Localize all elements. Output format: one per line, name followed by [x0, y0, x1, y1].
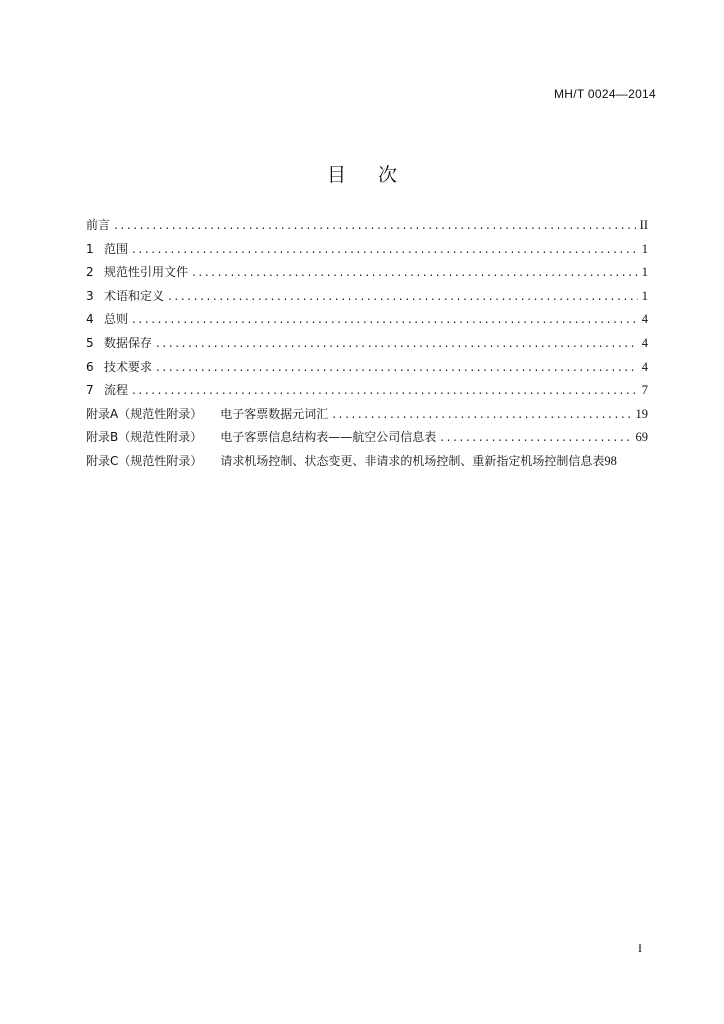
toc-leader-dots: [132, 242, 638, 256]
toc-leader-dots: [156, 360, 638, 374]
toc-number: 2: [86, 265, 94, 280]
toc-entry-process[interactable]: [86, 381, 648, 405]
toc-label: 附录A（规范性附录）: [86, 406, 203, 421]
toc-label: 术语和定义: [104, 288, 165, 303]
toc-page: 1: [641, 241, 648, 256]
toc-entry-normative-references[interactable]: [86, 263, 648, 287]
toc-leader-dots: [440, 430, 631, 444]
toc-leader-dots: [332, 407, 631, 421]
toc-page: II: [639, 218, 648, 232]
toc-page: 98: [604, 453, 617, 468]
toc-label: 范围: [104, 241, 129, 256]
toc-entry-scope[interactable]: [86, 240, 648, 264]
toc-page: 19: [635, 406, 648, 421]
page-title: 目次: [326, 164, 429, 186]
toc-number: 6: [86, 359, 94, 374]
toc-entry-appendix-c[interactable]: [86, 452, 648, 476]
toc-label: 数据保存: [104, 335, 153, 350]
toc-leader-dots: [132, 312, 638, 326]
toc-page: 7: [641, 383, 648, 398]
table-of-contents: [86, 216, 648, 476]
toc-page: 4: [641, 335, 648, 350]
toc-label: 流程: [104, 383, 129, 398]
toc-leader-dots: [192, 265, 638, 279]
toc-leader-dots: [114, 218, 636, 232]
toc-entry-general[interactable]: [86, 310, 648, 334]
toc-label: 附录C（规范性附录）: [86, 453, 203, 468]
toc-label: 附录B（规范性附录）: [86, 430, 203, 445]
toc-label: 总则: [104, 312, 129, 327]
toc-label: 技术要求: [104, 359, 153, 374]
toc-number: 4: [86, 312, 94, 327]
toc-entry-appendix-a[interactable]: [86, 405, 648, 429]
toc-page: 69: [635, 430, 648, 445]
toc-entry-appendix-b[interactable]: [86, 428, 648, 452]
toc-page: 4: [641, 312, 648, 327]
toc-number: 7: [86, 383, 94, 398]
standard-code: MH/T 0024—2014: [553, 87, 656, 101]
toc-leader-dots: [156, 336, 638, 350]
toc-page: 4: [641, 359, 648, 374]
toc-page: 1: [641, 288, 648, 303]
toc-label: 规范性引用文件: [104, 265, 189, 280]
toc-entry-technical-requirements[interactable]: [86, 358, 648, 382]
toc-sublabel: 电子客票数据元词汇: [220, 406, 329, 421]
toc-sublabel: 请求机场控制、状态变更、非请求的机场控制、重新指定机场控制信息表: [220, 453, 605, 468]
toc-entry-terms-definitions[interactable]: [86, 287, 648, 311]
toc-entry-data-retention[interactable]: [86, 334, 648, 358]
toc-leader-dots: [132, 383, 638, 397]
toc-number: 5: [86, 335, 94, 350]
toc-leader-dots: [168, 289, 638, 303]
toc-number: 1: [86, 241, 94, 256]
toc-label: 前言: [86, 218, 111, 232]
toc-sublabel: 电子客票信息结构表——航空公司信息表: [220, 430, 437, 445]
toc-number: 3: [86, 288, 94, 303]
page-number: I: [638, 941, 642, 955]
toc-entry-foreword[interactable]: [86, 216, 648, 240]
toc-page: 1: [641, 265, 648, 280]
